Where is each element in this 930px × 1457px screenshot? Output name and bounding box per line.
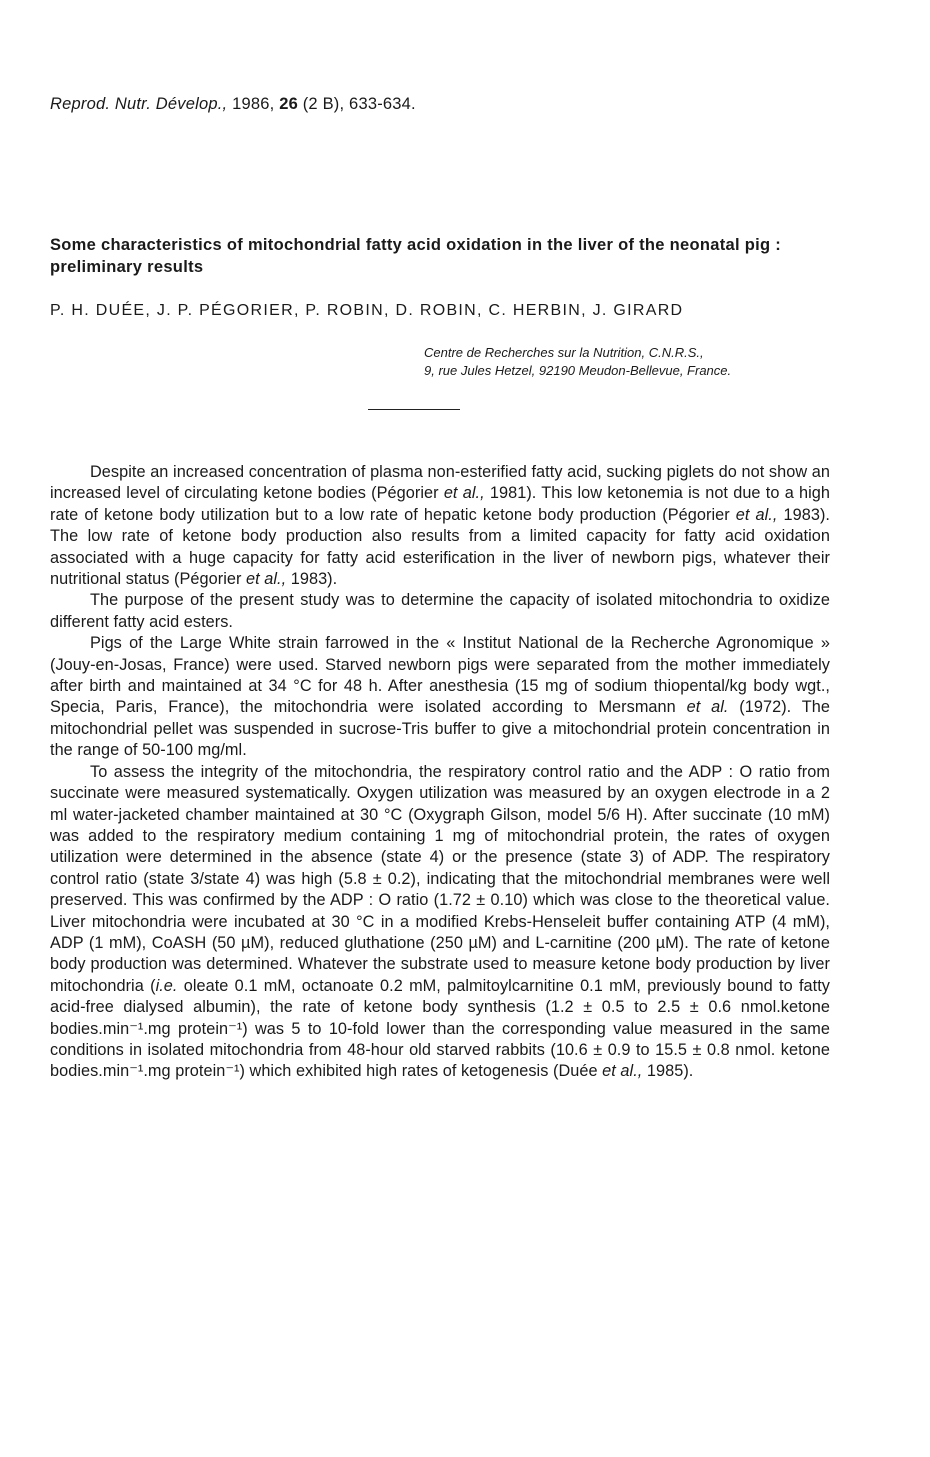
paragraph-1-text-d: 1983).	[286, 570, 338, 589]
paragraph-2: The purpose of the present study was to determine the capacity of isolated mitochondria to oxidize different fatty acid esters.	[50, 591, 830, 631]
affiliation-line-1: Centre de Recherches sur la Nutrition, C.N.R.S.,	[424, 345, 704, 360]
section-divider	[368, 409, 460, 410]
paragraph-4-text-c: 1985).	[642, 1062, 694, 1081]
ie-italic: i.e.	[155, 976, 178, 995]
paragraph-1-text-c: 1983). The low rate of ketone body production also results from a limited capacity for fatty acid oxidation associated with a huge capacity for fatty acid esterification in the liver of newborn pigs, whatever their nutritional status (Pégorier	[50, 505, 830, 589]
affiliation	[424, 344, 731, 380]
et-al-italic: et al.,	[246, 570, 287, 589]
citation-volume: 26	[279, 95, 298, 113]
paragraph-3-text-a: Pigs of the Large White strain farrowed in the « Institut National de la Recherche Agronomique » (Jouy-en-Josas, France) were used. Starved newborn pigs were separated from the mother immediately after birth and maintained at 34 °C for 48 h. After anesthesia (15 mg of sodium thiopental/kg body wgt., Specia, Paris, France), the mitochondria were isolated according to Mersmann	[50, 634, 830, 717]
article-body	[50, 462, 830, 1083]
paragraph-4-text-a: To assess the integrity of the mitochondria, the respiratory control ratio and the ADP : O ratio from succinate were measured systematically. Oxygen utilization was measured by an oxygen electrode in a 2 ml water-jacketed chamber maintained at 30 °C (Oxygraph Gilson, model 5/6 H). After succinate (10 mM) was added to the respiratory medium containing 1 mg of mitochondrial protein, the rates of oxygen utilization were determined in the absence (state 4) or the presence (state 3) of ADP. The respiratory control ratio (state 3/state 4) was high (5.8 ± 0.2), indicating that the mitochondrial membranes were well preserved. This was confirmed by the ADP : O ratio (1.72 ± 0.10) which was close to the theoretical value. Liver mitochondria were incubated at 30 °C in a modified Krebs-Henseleit buffer containing ATP (4 mM), ADP (1 mM), CoASH (50 µM), reduced gluthatione (250 µM) and L-carnitine (200 µM). The rate of ketone body production was determined. Whatever the substrate used to measure ketone body production by liver mitochondria (	[50, 762, 830, 995]
journal-name: Reprod. Nutr. Dévelop.,	[50, 95, 228, 113]
author-list: P. H. DUÉE, J. P. PÉGORIER, P. ROBIN, D. ROBIN, C. HERBIN, J. GIRARD	[50, 302, 684, 319]
article-title: Some characteristics of mitochondrial fatty acid oxidation in the liver of the neonatal pig : preliminary results	[50, 236, 782, 276]
paragraph-1	[50, 462, 830, 590]
paragraph-3-text-b: (1972). The mitochondrial pellet was suspended in sucrose-Tris buffer to give a mitochondrial protein concentration in the range of 50-100 mg/ml.	[50, 698, 830, 760]
paragraph-1-text-b: 1981). This low ketonemia is not due to a high rate of ketone body utilization but to a low rate of hepatic ketone body production (Pégorier	[50, 484, 831, 524]
affiliation-line-2: 9, rue Jules Hetzel, 92190 Meudon-Bellevue, France.	[424, 363, 732, 378]
et-al-italic: et al.,	[443, 484, 485, 503]
paragraph-4	[50, 762, 830, 1083]
paragraph-4-text-b: oleate 0.1 mM, octanoate 0.2 mM, palmitoylcarnitine 0.1 mM, previously bound to fatty acid-free dialysed albumin), the rate of ketone body synthesis (1.2 ± 0.5 to 2.5 ± 0.6 nmol.ketone bodies.min⁻¹.mg protein⁻¹) was 5 to 10-fold lower than the corresponding value measured in the same conditions in isolated mitochondria from 48-hour old starved rabbits (10.6 ± 0.9 to 15.5 ± 0.8 nmol. ketone bodies.min⁻¹.mg protein⁻¹) which exhibited high rates of ketogenesis (Duée	[50, 976, 831, 1081]
citation-year: 1986,	[227, 95, 280, 113]
journal-citation	[50, 95, 416, 114]
et-al-italic: et al.	[686, 698, 729, 717]
paragraph-3	[50, 633, 830, 761]
et-al-italic: et al.,	[602, 1062, 643, 1081]
paragraph-1-text-a: Despite an increased concentration of plasma non-esterified fatty acid, sucking piglets do not show an increased level of circulating ketone bodies (Pégorier	[50, 463, 830, 503]
citation-issue-pages: (2 B), 633-634.	[297, 95, 416, 113]
et-al-italic: et al.,	[735, 505, 778, 524]
